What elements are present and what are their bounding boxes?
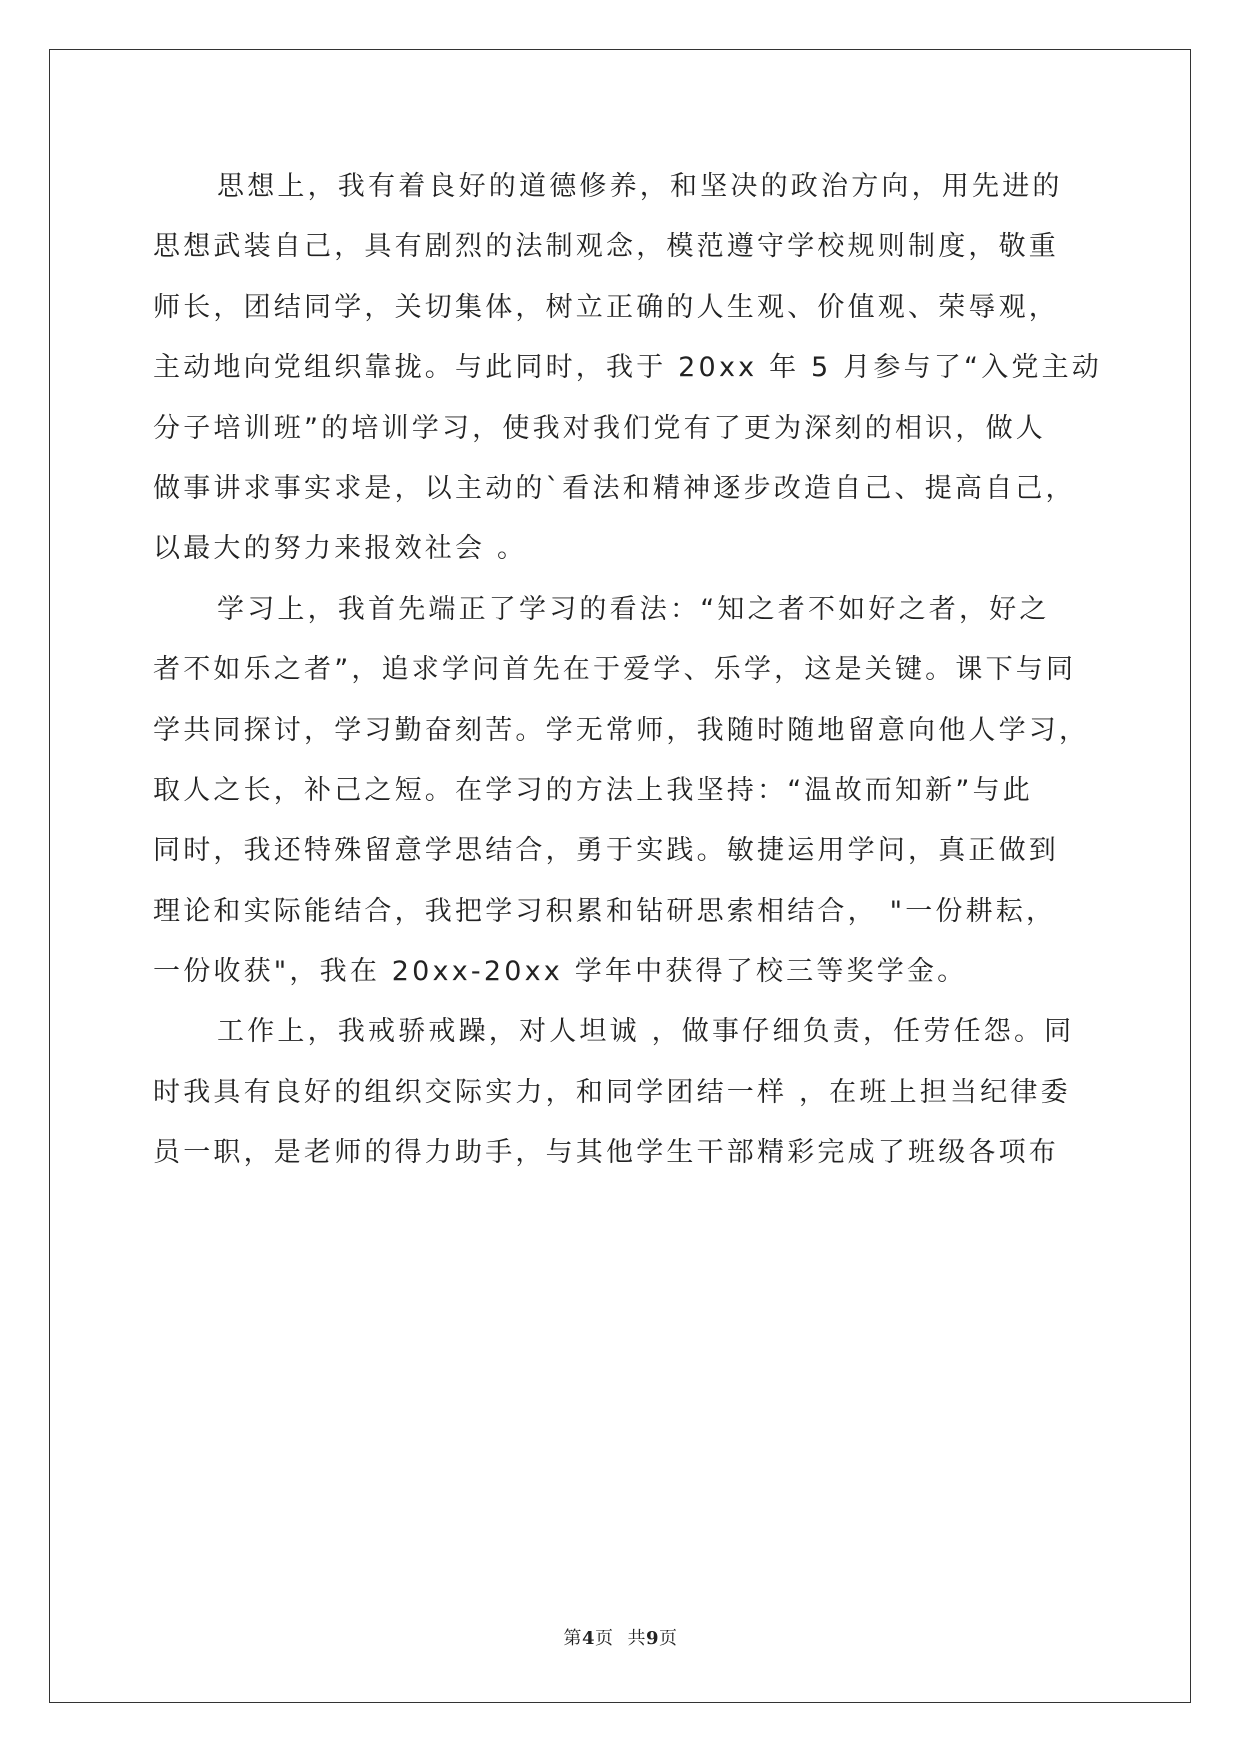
text-line: 员一职，是老师的得力助手，与其他学生干部精彩完成了班级各项布 [153,1137,1059,1169]
text-line: 思想武装自己，具有剧烈的法制观念，模范遵守学校规则制度，敬重 [153,231,1059,263]
text-line: 主动地向党组织靠拢。与此同时，我于 20xx 年 5 月参与了“入党主动 [153,352,1103,384]
text-line: 师长，团结同学，关切集体，树立正确的人生观、价值观、荣辱观， [153,291,1059,323]
text-line: 做事讲求事实求是，以主动的`看法和精神逐步改造自己、提高自己， [153,472,1076,504]
document-body [153,157,1113,1184]
text-line: 理论和实际能结合，我把学习积累和钻研思索相结合， "一份耕耘， [153,895,1057,927]
current-page-number: 4 [581,1628,595,1649]
text-line: 思想上，我有着良好的道德修养，和坚决的政治方向，用先进的 [217,171,1063,202]
text-line: 分子培训班”的培训学习，使我对我们党有了更为深刻的相识，做人 [153,412,1046,444]
text-line: 者不如乐之者”，追求学问首先在于爱学、乐学，这是关键。课下与同 [153,654,1077,686]
text-line: 时我具有良好的组织交际实力，和同学团结一样 ，在班上担当纪律委 [153,1076,1071,1108]
footer-total-unit: 页 [659,1628,678,1649]
page-footer [0,1624,1241,1650]
text-line: 以最大的努力来报效社会 。 [153,533,528,565]
footer-page-unit: 页 [595,1628,614,1649]
text-line: 工作上，我戒骄戒躁，对人坦诚 ，做事仔细负责，任劳任怨。同 [217,1016,1075,1048]
text-line: 学习上，我首先端正了学习的看法：“知之者不如好之者，好之 [217,593,1050,625]
text-line: 同时，我还特殊留意学思结合，勇于实践。敏捷运用学问，真正做到 [153,835,1059,867]
total-pages-number: 9 [646,1628,660,1649]
text-line: 一份收获"，我在 20xx-20xx 学年中获得了校三等奖学金。 [153,956,968,988]
text-line: 取人之长，补己之短。在学习的方法上我坚持：“温故而知新”与此 [153,774,1033,806]
footer-prefix: 第 [563,1628,582,1649]
footer-total-prefix: 共 [627,1628,646,1649]
text-line: 学共同探讨，学习勤奋刻苦。学无常师，我随时随地留意向他人学习， [153,714,1090,746]
